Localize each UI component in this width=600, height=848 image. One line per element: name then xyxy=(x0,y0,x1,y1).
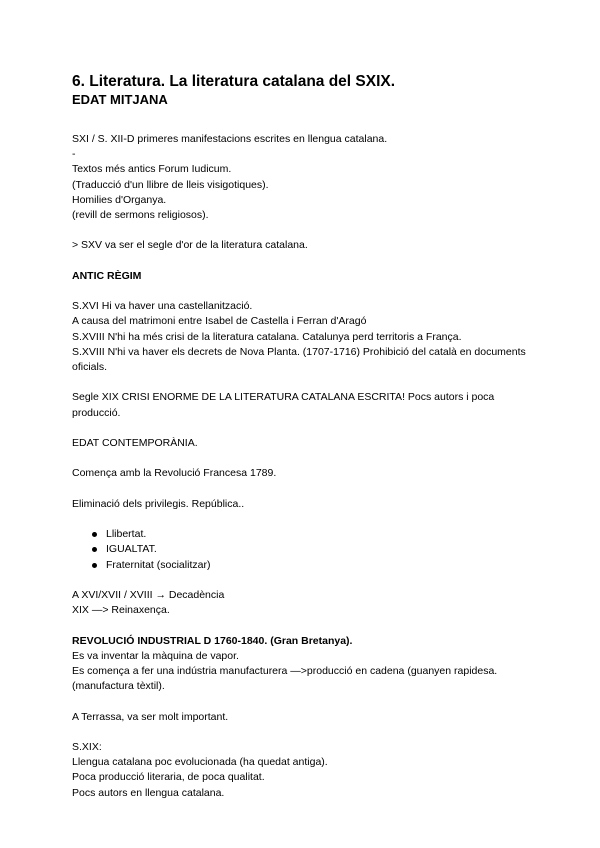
text-line: S.XVIII N'hi ha més crisi de la literatura catalana. Catalunya perd territoris a França. xyxy=(72,330,462,343)
text-line: - xyxy=(72,148,76,161)
bullet-icon xyxy=(92,563,97,568)
text-line: Es va inventar la màquina de vapor. xyxy=(72,649,239,662)
text-line: (Traducció d'un llibre de lleis visigotiques). xyxy=(72,178,269,191)
text-line: Poca producció literaria, de poca qualitat. xyxy=(72,771,265,784)
text-line: A Terrassa, va ser molt important. xyxy=(72,710,229,723)
text-line: Pocs autors en llengua catalana. xyxy=(72,786,225,799)
text-line: SXI / S. XII-D primeres manifestacions escrites en llengua catalana. xyxy=(72,133,388,145)
bullet-icon xyxy=(92,547,97,552)
text-line: > SXV va ser el segle d'or de la literatura catalana. xyxy=(72,239,308,252)
text-line: XIX —> Reinaxença. xyxy=(72,604,170,617)
section-heading-sxix: S.XIX: xyxy=(72,740,102,753)
section-heading-contemporania: EDAT CONTEMPORÀNIA. xyxy=(72,436,198,449)
text-line: Llengua catalana poc evolucionada (ha quedat antiga). xyxy=(72,756,328,769)
text-line: A XVI/XVII / XVIII → Decadència xyxy=(72,588,225,601)
document-page xyxy=(72,72,542,801)
text-line: S.XVIII N'hi va haver els decrets de Nova Planta. (1707-1716) Prohibició del català en documents oficials. xyxy=(72,345,526,373)
text-line: S.XVI Hi va haver una castellanització. xyxy=(72,300,253,313)
text-line: A causa del matrimoni entre Isabel de Castella i Ferran d'Aragó xyxy=(72,315,367,328)
text-line: (revill de sermons religiosos). xyxy=(72,209,209,222)
page-title: 6. Literatura. La literatura catalana del SXIX. xyxy=(72,73,396,90)
section-heading-edat-mitjana: EDAT MITJANA xyxy=(72,92,168,107)
list-item-text: Fraternitat (socialitzar) xyxy=(106,558,211,571)
section-heading-revolucio-industrial: REVOLUCIÓ INDUSTRIAL D 1760-1840. (Gran Bretanya). xyxy=(72,634,353,647)
text-line: Eliminació dels privilegis. República.. xyxy=(72,497,245,510)
section-heading-antic-regim: ANTIC RÈGIM xyxy=(72,269,142,282)
text-line: Homilies d'Organya. xyxy=(72,193,167,206)
list-item xyxy=(92,558,542,573)
list-item xyxy=(92,542,542,557)
text-line: Es comença a fer una indústria manufacturera —>producció en cadena (guanyen rapidesa. (manufactura tèxtil). xyxy=(72,664,498,693)
list-item-text: Llibertat. xyxy=(106,528,147,541)
text-line: Segle XIX CRISI ENORME DE LA LITERATURA CATALANA ESCRITA! Pocs autors i poca producció. xyxy=(72,391,495,419)
list-item xyxy=(92,527,542,542)
text-line: Comença amb la Revolució Francesa 1789. xyxy=(72,467,277,480)
list-item-text: IGUALTAT. xyxy=(106,543,157,556)
text-line: Textos més antics Forum Iudicum. xyxy=(72,163,232,176)
bullet-icon xyxy=(92,532,97,537)
bullet-list xyxy=(72,527,542,573)
